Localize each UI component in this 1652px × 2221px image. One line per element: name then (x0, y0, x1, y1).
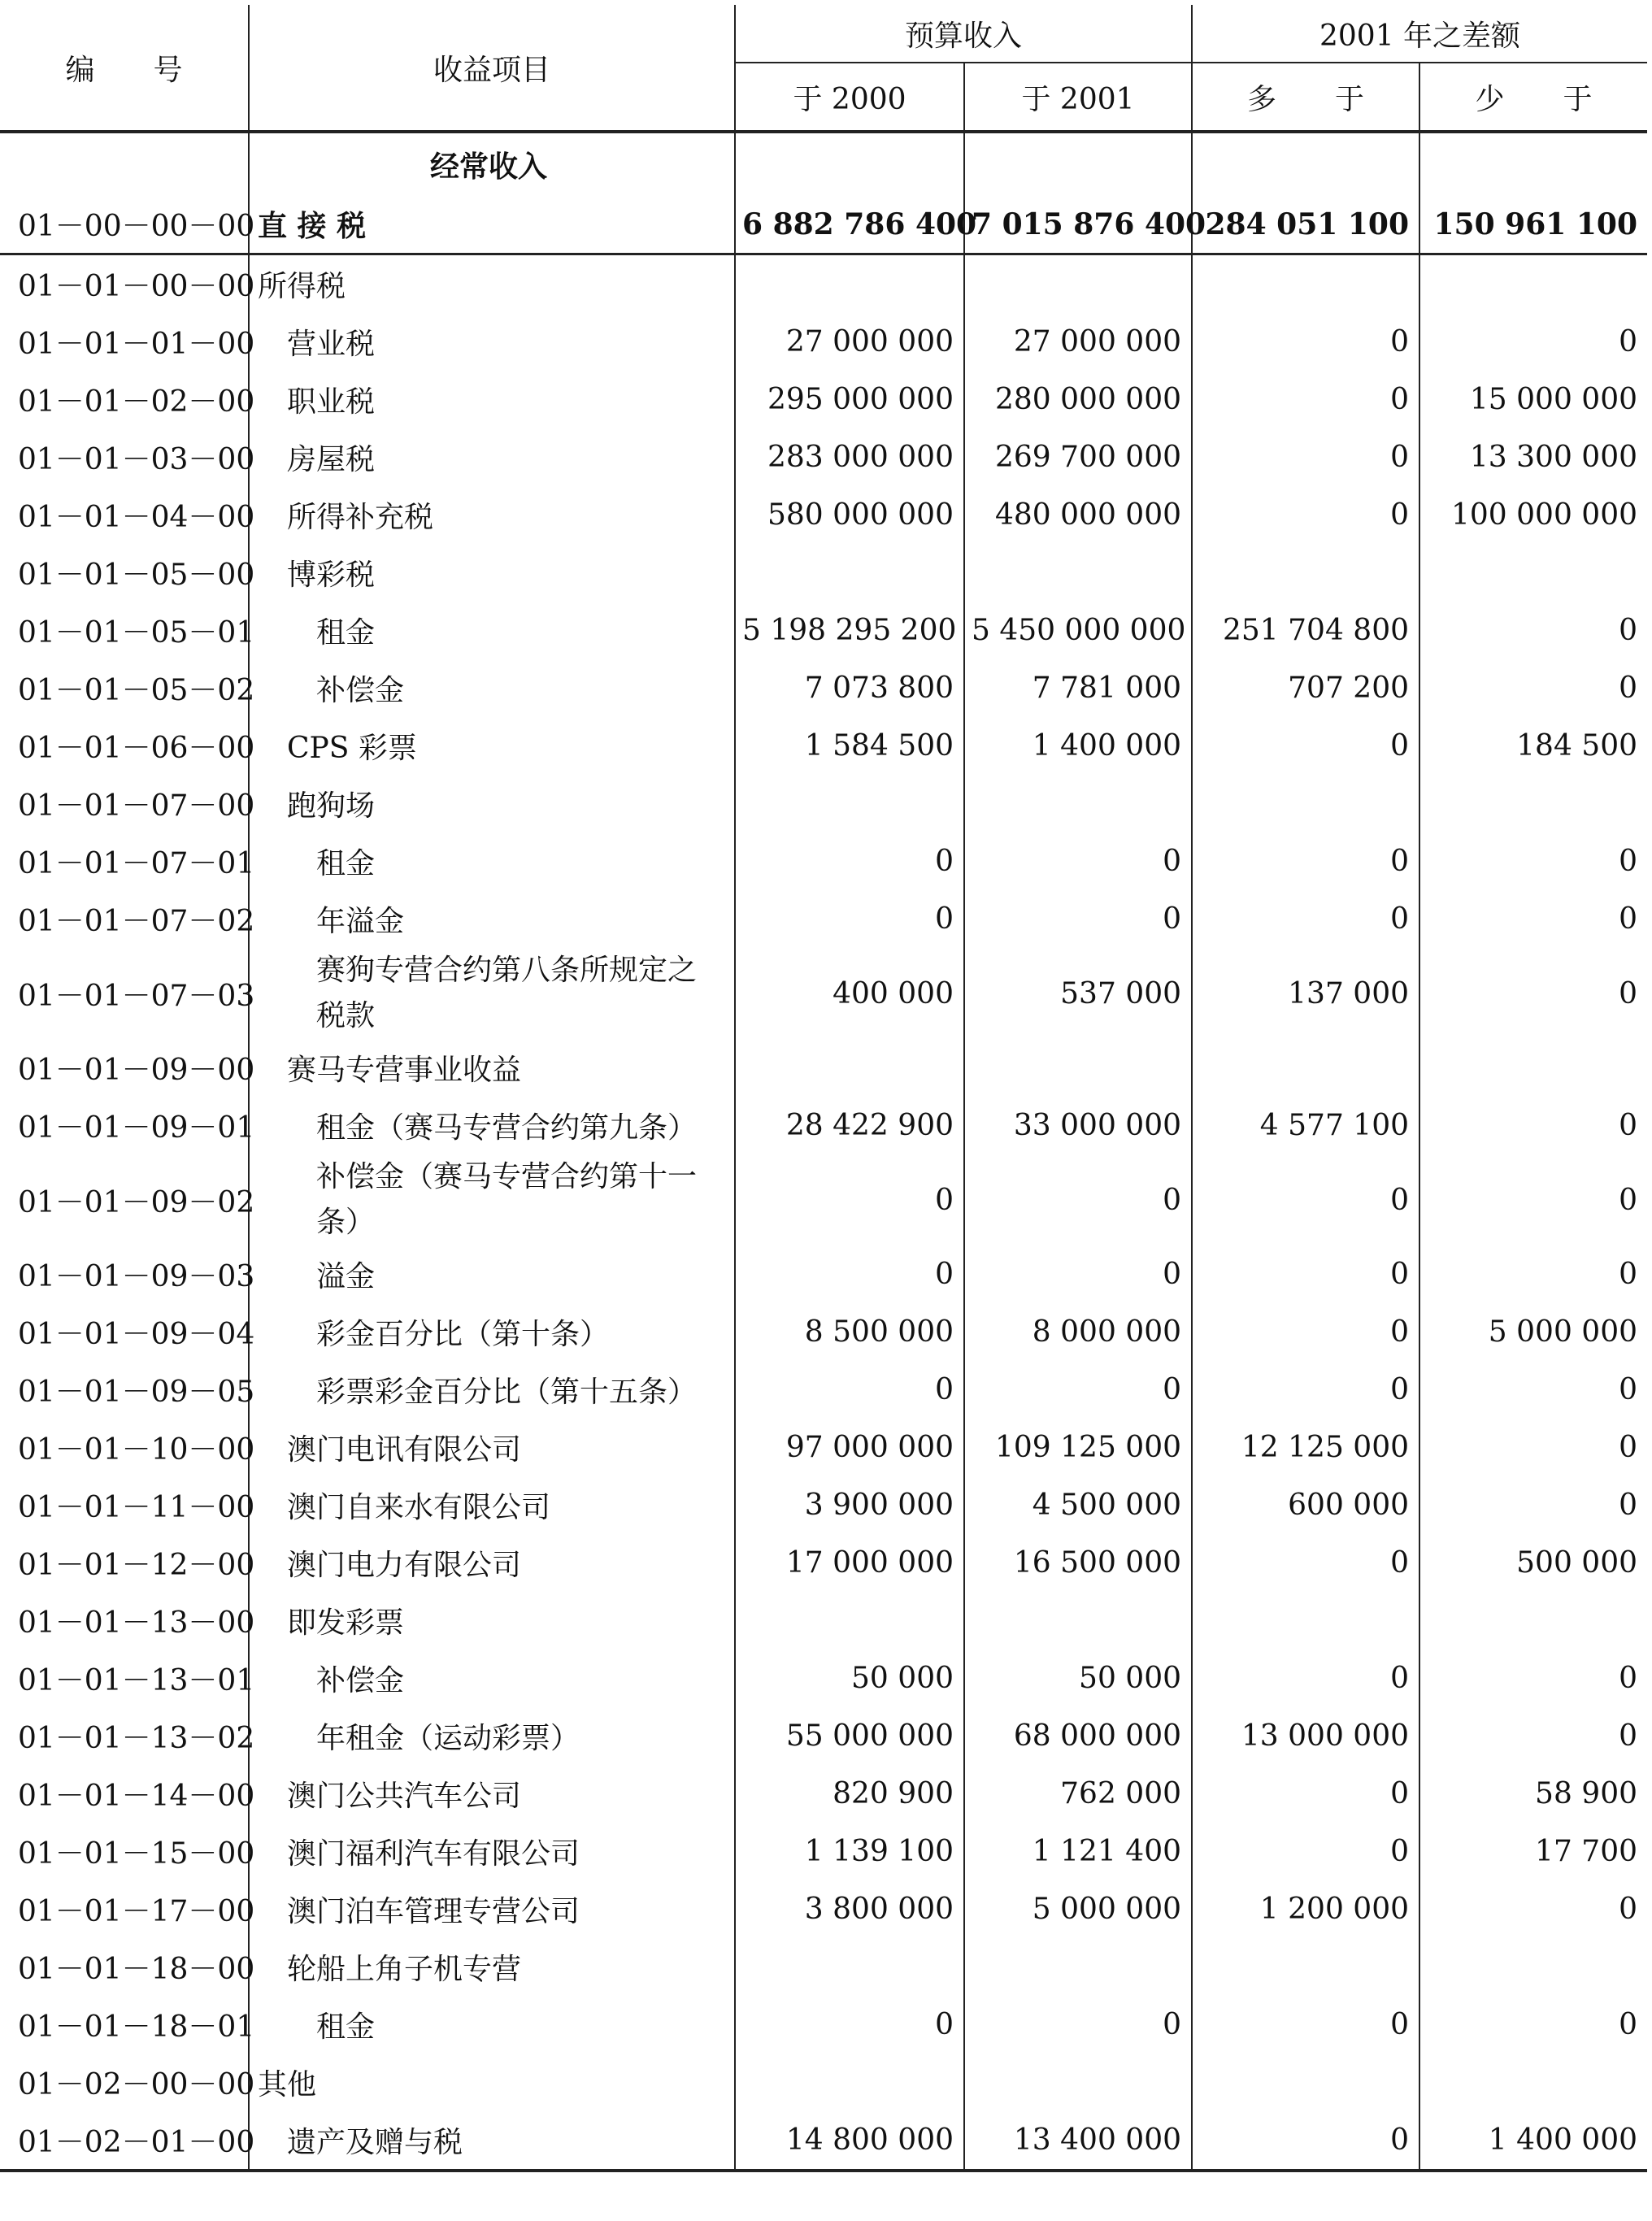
row-more (1192, 2054, 1419, 2111)
row-item: 所得税 (249, 254, 735, 314)
row-v2001 (964, 775, 1192, 832)
table-row (0, 1996, 1647, 2054)
row-less: 0 (1619, 845, 1638, 878)
row-v2000: 400 000 (735, 948, 964, 1039)
row-less (1419, 1039, 1647, 1097)
row-code: 01－01－13－02 (0, 1707, 249, 1765)
row-item: 澳门福利汽车有限公司 (249, 1823, 735, 1880)
row-code: 01－01－02－00 (0, 371, 249, 428)
row-more (1192, 1592, 1419, 1649)
row-code: 01－01－18－00 (0, 1938, 249, 1996)
row-code: 01－01－13－00 (0, 1592, 249, 1649)
row-code: 01－02－00－00 (0, 2054, 249, 2111)
table-row (0, 1707, 1647, 1765)
row-item: 租金（赛马专营合约第九条） (249, 1097, 735, 1154)
row-code: 01－01－09－00 (0, 1039, 249, 1097)
row-code: 01－01－13－01 (0, 1649, 249, 1707)
row-v2000: 28 422 900 (735, 1097, 964, 1154)
row-code: 01－01－09－01 (0, 1097, 249, 1154)
table-row (0, 1534, 1647, 1592)
row-v2001: 0 (964, 1996, 1192, 2054)
row-less: 58 900 (1535, 1777, 1638, 1810)
row-item: 房屋税 (249, 428, 735, 486)
row-code: 01－01－09－05 (0, 1361, 249, 1419)
row-v2000 (735, 544, 964, 602)
row-code (0, 132, 249, 195)
row-less: 15 000 000 (1469, 383, 1638, 416)
row-v2001: 5 000 000 (964, 1880, 1192, 1938)
row-less: 0 (1619, 1258, 1638, 1291)
header-code: 编 号 (0, 5, 249, 132)
table-row (0, 1765, 1647, 1823)
row-less: 13 300 000 (1469, 441, 1638, 474)
row-v2001: 8 000 000 (964, 1303, 1192, 1361)
row-v2001: 0 (964, 890, 1192, 948)
row-v2001: 762 000 (964, 1765, 1192, 1823)
row-code: 01－01－07－00 (0, 775, 249, 832)
row-more (1192, 1039, 1419, 1097)
row-v2000: 295 000 000 (735, 371, 964, 428)
row-item: 直 接 税 (249, 195, 735, 254)
table-row (0, 775, 1647, 832)
row-code: 01－01－01－00 (0, 313, 249, 371)
row-more: 0 (1192, 1649, 1419, 1707)
table-row (0, 890, 1647, 948)
row-more: 0 (1192, 1361, 1419, 1419)
table-row (0, 1039, 1647, 1097)
header-item: 收益项目 (249, 5, 735, 132)
row-item: 职业税 (249, 371, 735, 428)
row-code: 01－02－01－00 (0, 2111, 249, 2171)
row-v2001: 68 000 000 (964, 1707, 1192, 1765)
row-less (1419, 775, 1647, 832)
row-v2001: 109 125 000 (964, 1419, 1192, 1476)
row-more: 4 577 100 (1192, 1097, 1419, 1154)
header-y2001: 于 2001 (964, 63, 1192, 132)
header-y2000: 于 2000 (735, 63, 964, 132)
table-row (0, 948, 1647, 1039)
row-less: 0 (1619, 1893, 1638, 1926)
row-more: 0 (1192, 717, 1419, 775)
revenue-table (0, 5, 1647, 2172)
row-v2000: 1 139 100 (735, 1823, 964, 1880)
row-less: 0 (1619, 1489, 1638, 1522)
row-code: 01－01－17－00 (0, 1880, 249, 1938)
row-code: 01－01－10－00 (0, 1419, 249, 1476)
row-item: 遗产及赠与税 (249, 2111, 735, 2171)
row-code: 01－01－07－01 (0, 832, 249, 890)
row-v2001: 7 781 000 (964, 659, 1192, 717)
table-row (0, 313, 1647, 371)
row-v2001: 4 500 000 (964, 1476, 1192, 1534)
row-v2000: 0 (735, 1996, 964, 2054)
row-more (1192, 132, 1419, 195)
row-more: 1 200 000 (1192, 1880, 1419, 1938)
row-code: 01－01－14－00 (0, 1765, 249, 1823)
table-row (0, 1476, 1647, 1534)
row-v2000: 17 000 000 (735, 1534, 964, 1592)
row-more: 0 (1192, 2111, 1419, 2171)
row-item: 补偿金 (249, 1649, 735, 1707)
row-less: 0 (1619, 1373, 1638, 1406)
table-row (0, 1649, 1647, 1707)
row-more: 12 125 000 (1192, 1419, 1419, 1476)
row-item: 澳门公共汽车公司 (249, 1765, 735, 1823)
row-code: 01－01－09－02 (0, 1154, 249, 1245)
row-v2000: 97 000 000 (735, 1419, 964, 1476)
row-v2001: 280 000 000 (964, 371, 1192, 428)
row-v2001 (964, 132, 1192, 195)
table-row (0, 1245, 1647, 1303)
table-row (0, 1303, 1647, 1361)
row-less: 0 (1619, 1662, 1638, 1695)
row-item: 营业税 (249, 313, 735, 371)
row-item: 所得补充税 (249, 486, 735, 544)
row-less: 1 400 000 (1419, 2111, 1647, 2171)
table-row (0, 1823, 1647, 1880)
row-v2000: 0 (735, 1361, 964, 1419)
row-v2001: 0 (964, 1245, 1192, 1303)
row-v2001: 1 121 400 (964, 1823, 1192, 1880)
row-code: 01－01－11－00 (0, 1476, 249, 1534)
row-less: 0 (1619, 2008, 1638, 2041)
row-v2000: 0 (735, 1245, 964, 1303)
row-less: 0 (1619, 672, 1638, 705)
row-v2000: 580 000 000 (735, 486, 964, 544)
row-v2000: 3 900 000 (735, 1476, 964, 1534)
row-more: 0 (1192, 313, 1419, 371)
row-more: 0 (1192, 1154, 1419, 1245)
row-item: 澳门电力有限公司 (249, 1534, 735, 1592)
row-v2001 (964, 2054, 1192, 2111)
row-less: 17 700 (1535, 1835, 1638, 1868)
row-item: 澳门泊车管理专营公司 (249, 1880, 735, 1938)
row-item: 博彩税 (249, 544, 735, 602)
row-v2000: 8 500 000 (735, 1303, 964, 1361)
row-less: 5 000 000 (1488, 1315, 1638, 1349)
row-less: 0 (1619, 1109, 1638, 1142)
row-v2000 (735, 1592, 964, 1649)
row-code: 01－01－06－00 (0, 717, 249, 775)
table-row (0, 602, 1647, 659)
table-row (0, 1419, 1647, 1476)
row-item: 赛狗专营合约第八条所规定之税款 (249, 948, 735, 1039)
table-row (0, 486, 1647, 544)
row-v2000: 1 584 500 (735, 717, 964, 775)
row-v2001 (964, 544, 1192, 602)
row-v2001: 537 000 (964, 948, 1192, 1039)
row-code: 01－01－05－02 (0, 659, 249, 717)
row-v2001: 0 (964, 832, 1192, 890)
row-more: 251 704 800 (1192, 602, 1419, 659)
row-more: 284 051 100 (1192, 195, 1419, 254)
row-item: 其他 (249, 2054, 735, 2111)
row-more: 137 000 (1192, 948, 1419, 1039)
row-v2000 (735, 2054, 964, 2111)
row-less (1419, 544, 1647, 602)
table-row (0, 1154, 1647, 1245)
row-more: 0 (1192, 1765, 1419, 1823)
row-v2001: 5 450 000 000 (964, 602, 1192, 659)
row-less (1419, 132, 1647, 195)
row-v2001 (964, 254, 1192, 314)
table-row (0, 659, 1647, 717)
row-v2000: 0 (735, 890, 964, 948)
row-v2000: 5 198 295 200 (735, 602, 964, 659)
row-more: 0 (1192, 486, 1419, 544)
row-v2000: 27 000 000 (735, 313, 964, 371)
row-v2000 (735, 1938, 964, 1996)
table-row (0, 1938, 1647, 1996)
row-more: 0 (1192, 1245, 1419, 1303)
table-row (0, 1880, 1647, 1938)
table-row (0, 1361, 1647, 1419)
row-code: 01－01－04－00 (0, 486, 249, 544)
row-v2000: 55 000 000 (735, 1707, 964, 1765)
table-row (0, 2111, 1647, 2171)
table-row (0, 371, 1647, 428)
row-v2000 (735, 775, 964, 832)
row-item: 租金 (249, 602, 735, 659)
row-item: 彩票彩金百分比（第十五条） (249, 1361, 735, 1419)
row-v2000: 7 073 800 (735, 659, 964, 717)
row-item: 租金 (249, 832, 735, 890)
row-code: 01－01－03－00 (0, 428, 249, 486)
row-code: 01－01－07－03 (0, 948, 249, 1039)
row-v2001: 1 400 000 (964, 717, 1192, 775)
row-more (1192, 775, 1419, 832)
row-code: 01－01－09－04 (0, 1303, 249, 1361)
row-item: 租金 (249, 1996, 735, 2054)
row-item: 补偿金（赛马专营合约第十一条） (249, 1154, 735, 1245)
row-more (1192, 544, 1419, 602)
row-v2000: 283 000 000 (735, 428, 964, 486)
row-more: 600 000 (1192, 1476, 1419, 1534)
header-budget: 预算收入 (735, 5, 1192, 63)
row-item: 跑狗场 (249, 775, 735, 832)
row-item: 补偿金 (249, 659, 735, 717)
row-item: 彩金百分比（第十条） (249, 1303, 735, 1361)
table-row (0, 544, 1647, 602)
row-code: 01－01－12－00 (0, 1534, 249, 1592)
row-v2001: 0 (964, 1154, 1192, 1245)
row-more: 0 (1192, 428, 1419, 486)
header-diff: 2001 年之差额 (1192, 5, 1647, 63)
table-header (0, 5, 1647, 132)
row-item: 澳门自来水有限公司 (249, 1476, 735, 1534)
table-row (0, 254, 1647, 314)
row-code: 01－01－15－00 (0, 1823, 249, 1880)
row-v2001 (964, 1938, 1192, 1996)
row-less: 150 961 100 (1419, 195, 1647, 254)
row-more: 707 200 (1192, 659, 1419, 717)
row-v2001: 7 015 876 400 (964, 195, 1192, 254)
row-code: 01－01－09－03 (0, 1245, 249, 1303)
row-v2000: 14 800 000 (735, 2111, 964, 2171)
row-item: 轮船上角子机专营 (249, 1938, 735, 1996)
row-v2000 (735, 1039, 964, 1097)
row-item: 溢金 (249, 1245, 735, 1303)
row-item: 年溢金 (249, 890, 735, 948)
table-row (0, 717, 1647, 775)
row-v2000: 820 900 (735, 1765, 964, 1823)
row-v2000 (735, 132, 964, 195)
table-row (0, 1592, 1647, 1649)
row-v2000: 0 (735, 1154, 964, 1245)
row-more: 0 (1192, 1534, 1419, 1592)
row-v2001: 27 000 000 (964, 313, 1192, 371)
row-item: 即发彩票 (249, 1592, 735, 1649)
table-row (0, 195, 1647, 254)
row-v2001: 269 700 000 (964, 428, 1192, 486)
row-v2001 (964, 1039, 1192, 1097)
row-less: 0 (1619, 1431, 1638, 1464)
row-v2001: 480 000 000 (964, 486, 1192, 544)
row-item: CPS 彩票 (249, 717, 735, 775)
table-row (0, 132, 1647, 195)
row-less: 0 (1619, 614, 1638, 647)
row-less: 0 (1619, 1719, 1638, 1753)
row-code: 01－00－00－00 (0, 195, 249, 254)
row-v2001 (964, 1592, 1192, 1649)
row-v2001: 0 (964, 1361, 1192, 1419)
row-v2001: 16 500 000 (964, 1534, 1192, 1592)
row-more: 0 (1192, 371, 1419, 428)
row-more: 0 (1192, 832, 1419, 890)
row-less (1419, 254, 1647, 314)
row-v2001: 13 400 000 (964, 2111, 1192, 2171)
row-less: 0 (1619, 902, 1638, 936)
row-more (1192, 1938, 1419, 1996)
header-more: 多 于 (1192, 63, 1419, 132)
row-more: 13 000 000 (1192, 1707, 1419, 1765)
row-less: 100 000 000 (1450, 498, 1638, 532)
table-row (0, 2054, 1647, 2111)
row-item: 经常收入 (249, 132, 735, 195)
row-v2000: 50 000 (735, 1649, 964, 1707)
row-item: 赛马专营事业收益 (249, 1039, 735, 1097)
row-v2000: 6 882 786 400 (735, 195, 964, 254)
table-row (0, 1097, 1647, 1154)
row-code: 01－01－18－01 (0, 1996, 249, 2054)
row-less: 0 (1619, 1183, 1638, 1217)
row-code: 01－01－07－02 (0, 890, 249, 948)
table-row (0, 832, 1647, 890)
row-more: 0 (1192, 1996, 1419, 2054)
table-body (0, 132, 1647, 2171)
row-v2000 (735, 254, 964, 314)
row-less: 500 000 (1516, 1546, 1638, 1580)
header-less: 少 于 (1419, 63, 1647, 132)
row-v2001: 33 000 000 (964, 1097, 1192, 1154)
row-less (1419, 1592, 1647, 1649)
row-more: 0 (1192, 1303, 1419, 1361)
row-more: 0 (1192, 890, 1419, 948)
row-v2000: 0 (735, 832, 964, 890)
row-less: 184 500 (1516, 729, 1638, 763)
row-less (1419, 1938, 1647, 1996)
row-more (1192, 254, 1419, 314)
row-code: 01－01－05－01 (0, 602, 249, 659)
row-item: 澳门电讯有限公司 (249, 1419, 735, 1476)
table-row (0, 428, 1647, 486)
row-less: 0 (1619, 325, 1638, 359)
row-v2000: 3 800 000 (735, 1880, 964, 1938)
row-less: 0 (1619, 976, 1638, 1011)
row-item: 年租金（运动彩票） (249, 1707, 735, 1765)
row-more: 0 (1192, 1823, 1419, 1880)
row-less (1419, 2054, 1647, 2111)
row-code: 01－01－05－00 (0, 544, 249, 602)
row-v2001: 50 000 (964, 1649, 1192, 1707)
row-code: 01－01－00－00 (0, 254, 249, 314)
